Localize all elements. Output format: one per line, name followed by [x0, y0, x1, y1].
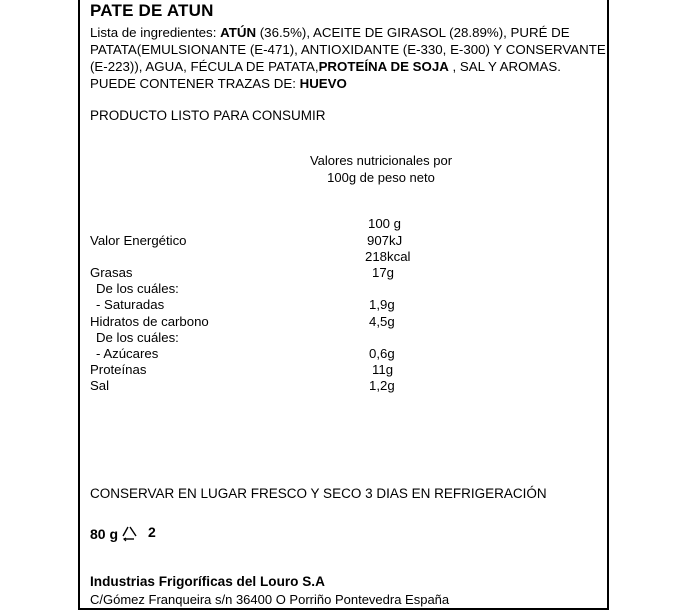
storage-instructions: CONSERVAR EN LUGAR FRESCO Y SECO 3 DIAS EN REFRIGERACIÓN	[90, 486, 547, 501]
nutrition-row-value: 1,2g	[369, 378, 395, 393]
nutrition-row-value: 907kJ	[367, 233, 403, 248]
nutrition-row-label: - Saturadas	[96, 297, 165, 312]
net-weight: 80 g	[90, 526, 119, 542]
nutrition-row-label: Proteínas	[90, 362, 147, 377]
nutrition-header-line1: Valores nutricionales por	[309, 153, 453, 168]
allergen-tuna: ATÚN	[220, 25, 257, 40]
allergen-soy: PROTEÍNA DE SOJA	[318, 59, 449, 74]
recycle-number: 2	[148, 524, 156, 540]
ingredients-text-2: , SAL Y AROMAS. PUEDE CONTENER TRAZAS DE:	[90, 59, 561, 91]
nutrition-row-label: De los cuáles:	[96, 281, 179, 296]
company-address: C/Gómez Franqueira s/n 36400 O Porriño Pontevedra España	[90, 592, 450, 607]
ingredients-text-1: (36.5%), ACEITE DE GIRASOL (28.89%), PURÉ DE PATATA(EMULSIONANTE (E-471), ANTIOXIDANTE (E-330, E-300) Y CONSERVANTE (E-223)), AGUA, FÉCULA DE PATATA,	[90, 25, 606, 74]
product-title: PATE DE ATUN	[90, 1, 214, 20]
nutrition-row-label: Valor Energético	[90, 233, 187, 248]
company-name: Industrias Frigoríficas del Louro S.A	[90, 574, 325, 589]
recycling-triangle-icon	[121, 523, 161, 545]
nutrition-row-value: 0,6g	[369, 346, 395, 361]
ingredients-list	[90, 24, 610, 92]
nutrition-column-label: 100 g	[368, 216, 402, 231]
nutrition-row-value: 11g	[372, 362, 394, 377]
nutrition-row-label: De los cuáles:	[96, 330, 179, 345]
nutrition-row-value: 17g	[372, 265, 395, 280]
nutrition-row-label: - Azúcares	[96, 346, 159, 361]
ready-to-eat-note: PRODUCTO LISTO PARA CONSUMIR	[90, 108, 326, 123]
nutrition-row-value: 218kcal	[365, 249, 411, 264]
nutrition-row-label: Hidratos de carbono	[90, 314, 209, 329]
ingredients-prefix: Lista de ingredientes:	[90, 25, 221, 40]
nutrition-header	[305, 152, 457, 186]
nutrition-row-value: 1,9g	[369, 297, 395, 312]
nutrition-row-value: 4,5g	[369, 314, 395, 329]
allergen-egg: HUEVO	[299, 76, 347, 91]
nutrition-header-line2: 100g de peso neto	[327, 170, 435, 185]
nutrition-row-label: Grasas	[90, 265, 133, 280]
nutrition-row-label: Sal	[90, 378, 110, 393]
